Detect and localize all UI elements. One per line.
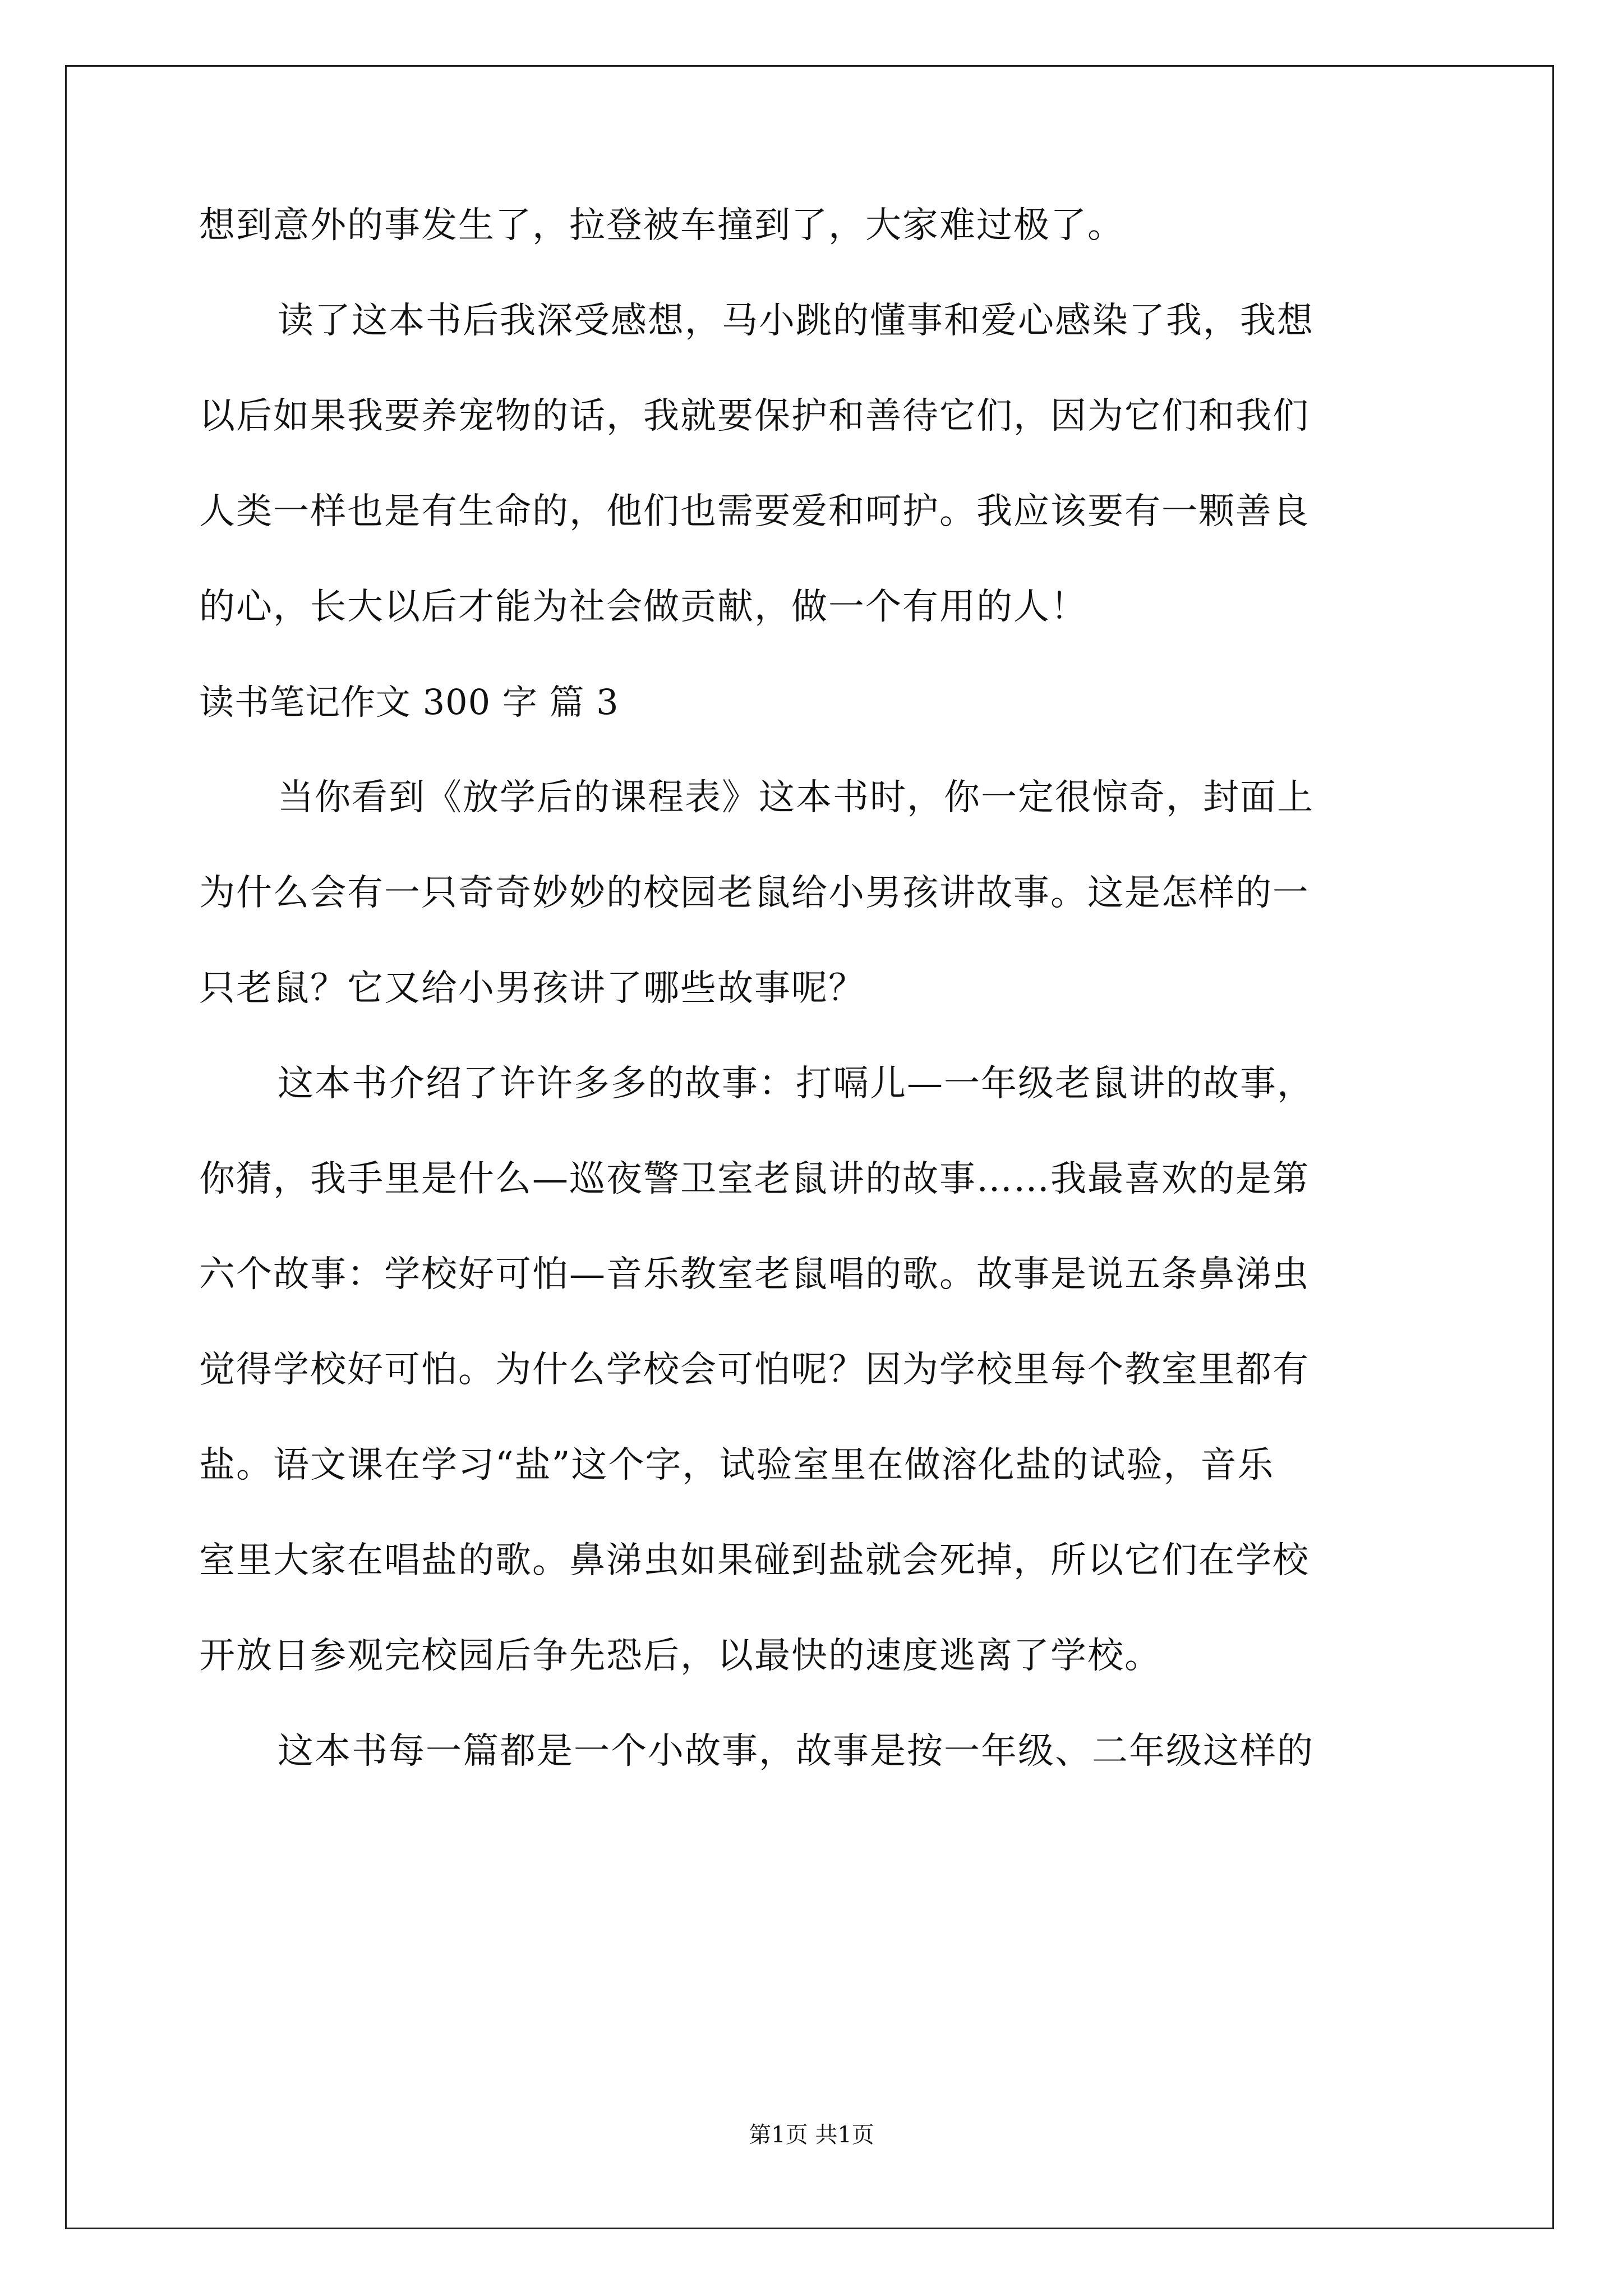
page-footer: 第1页 共1页 — [749, 2122, 874, 2148]
text-line: 为什么会有一只奇奇妙妙的校园老鼠给小男孩讲故事。这是怎样的一 — [199, 872, 1310, 914]
text-line: 六个故事：学校好可怕—音乐教室老鼠唱的歌。故事是说五条鼻涕虫 — [199, 1254, 1310, 1295]
text-line: 只老鼠？它又给小男孩讲了哪些故事呢？ — [199, 968, 865, 1009]
page-border — [65, 65, 1554, 2229]
text-line: 的心，长大以后才能为社会做贡献，做一个有用的人！ — [199, 586, 1087, 628]
paragraph-start-line: 读了这本书后我深受感想，马小跳的懂事和爱心感染了我，我想 — [278, 300, 1314, 342]
text-line: 盐。语文课在学习“盐”这个字，试验室里在做溶化盐的试验，音乐 — [199, 1444, 1275, 1486]
text-line: 觉得学校好可怕。为什么学校会可怕呢？因为学校里每个教室里都有 — [199, 1349, 1310, 1391]
text-line: 想到意外的事发生了，拉登被车撞到了，大家难过极了。 — [199, 205, 1124, 246]
text-line: 开放日参观完校园后争先恐后，以最快的速度逃离了学校。 — [199, 1635, 1161, 1677]
paragraph-start-line: 这本书每一篇都是一个小故事，故事是按一年级、二年级这样的 — [278, 1731, 1314, 1772]
paragraph-start-line: 当你看到《放学后的课程表》这本书时，你一定很惊奇，封面上 — [278, 777, 1314, 818]
section-heading: 读书笔记作文 300 字 篇 3 — [199, 682, 619, 723]
text-line: 室里大家在唱盐的歌。鼻涕虫如果碰到盐就会死掉，所以它们在学校 — [199, 1540, 1310, 1581]
text-line: 以后如果我要养宠物的话，我就要保护和善待它们，因为它们和我们 — [199, 395, 1310, 437]
text-line: 人类一样也是有生命的，他们也需要爱和呵护。我应该要有一颗善良 — [199, 491, 1310, 532]
paragraph-start-line: 这本书介绍了许许多多的故事：打嗝儿—一年级老鼠讲的故事， — [278, 1063, 1314, 1105]
text-line: 你猜，我手里是什么—巡夜警卫室老鼠讲的故事……我最喜欢的是第 — [199, 1158, 1310, 1200]
